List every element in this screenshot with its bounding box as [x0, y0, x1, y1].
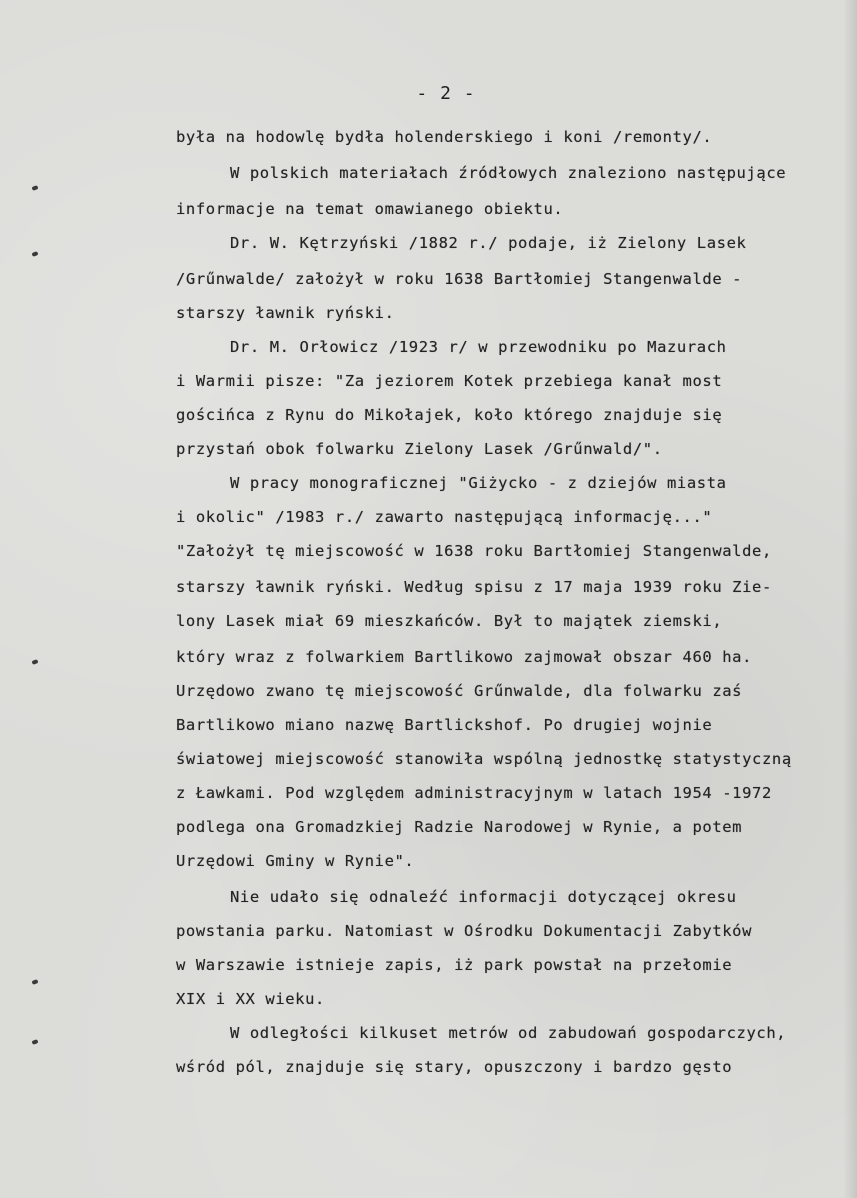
text-line-14: starszy ławnik ryński. Według spisu z 17 maja 1939 roku Zie-	[176, 578, 772, 596]
page-number: - 2 -	[416, 83, 476, 104]
text-line-12: i okolic" /1983 r./ zawarto następującą informację..."	[176, 508, 713, 526]
page-edge-shadow	[843, 0, 857, 1198]
text-line-5: /Grűnwalde/ założył w roku 1638 Bartłomiej Stangenwalde -	[176, 270, 743, 288]
text-line-18: Bartlikowo miano nazwę Bartlickshof. Po drugiej wojnie	[176, 716, 713, 734]
text-line-4: Dr. W. Kętrzyński /1882 r./ podaje, iż Zielony Lasek	[230, 234, 747, 252]
margin-mark	[31, 979, 38, 985]
text-line-17: Urzędowo zwano tę miejscowość Grűnwalde, dla folwarku zaś	[176, 682, 743, 700]
text-line-24: powstania parku. Natomiast w Ośrodku Dokumentacji Zabytków	[176, 922, 753, 940]
text-line-10: przystań obok folwarku Zielony Lasek /Grűnwald/".	[176, 440, 663, 458]
text-line-28: wśród pól, znajduje się stary, opuszczony i bardzo gęsto	[176, 1058, 733, 1076]
margin-mark	[31, 185, 38, 191]
text-line-3: informacje na temat omawianego obiektu.	[176, 200, 564, 218]
margin-mark	[31, 1039, 38, 1045]
text-line-1: była na hodowlę bydła holenderskiego i koni /remonty/.	[176, 128, 713, 146]
text-line-9: gościńca z Rynu do Mikołajek, koło którego znajduje się	[176, 406, 723, 424]
text-line-16: który wraz z folwarkiem Bartlikowo zajmował obszar 460 ha.	[176, 648, 753, 666]
text-line-25: w Warszawie istnieje zapis, iż park powstał na przełomie	[176, 956, 733, 974]
text-line-20: z Ławkami. Pod względem administracyjnym w latach 1954 -1972	[176, 784, 772, 802]
text-line-15: lony Lasek miał 69 mieszkańców. Był to majątek ziemski,	[176, 612, 723, 630]
text-line-22: Urzędowi Gminy w Rynie".	[176, 852, 415, 870]
margin-mark	[31, 251, 38, 257]
text-line-6: starszy ławnik ryński.	[176, 304, 395, 322]
text-line-2: W polskich materiałach źródłowych znaleziono następujące	[230, 164, 787, 182]
text-line-19: światowej miejscowość stanowiła wspólną jednostkę statystyczną	[176, 750, 792, 768]
margin-mark	[31, 659, 38, 665]
text-line-27: W odległości kilkuset metrów od zabudowań gospodarczych,	[230, 1024, 787, 1042]
text-line-26: XIX i XX wieku.	[176, 990, 325, 1008]
text-line-23: Nie udało się odnaleźć informacji dotyczącej okresu	[230, 888, 737, 906]
text-line-11: W pracy monograficznej "Giżycko - z dziejów miasta	[230, 474, 727, 492]
text-line-21: podlega ona Gromadzkiej Radzie Narodowej w Rynie, a potem	[176, 818, 743, 836]
text-line-7: Dr. M. Orłowicz /1923 r/ w przewodniku po Mazurach	[230, 338, 727, 356]
text-line-8: i Warmii pisze: "Za jeziorem Kotek przebiega kanał most	[176, 372, 723, 390]
text-line-13: "Założył tę miejscowość w 1638 roku Bartłomiej Stangenwalde,	[176, 542, 772, 560]
